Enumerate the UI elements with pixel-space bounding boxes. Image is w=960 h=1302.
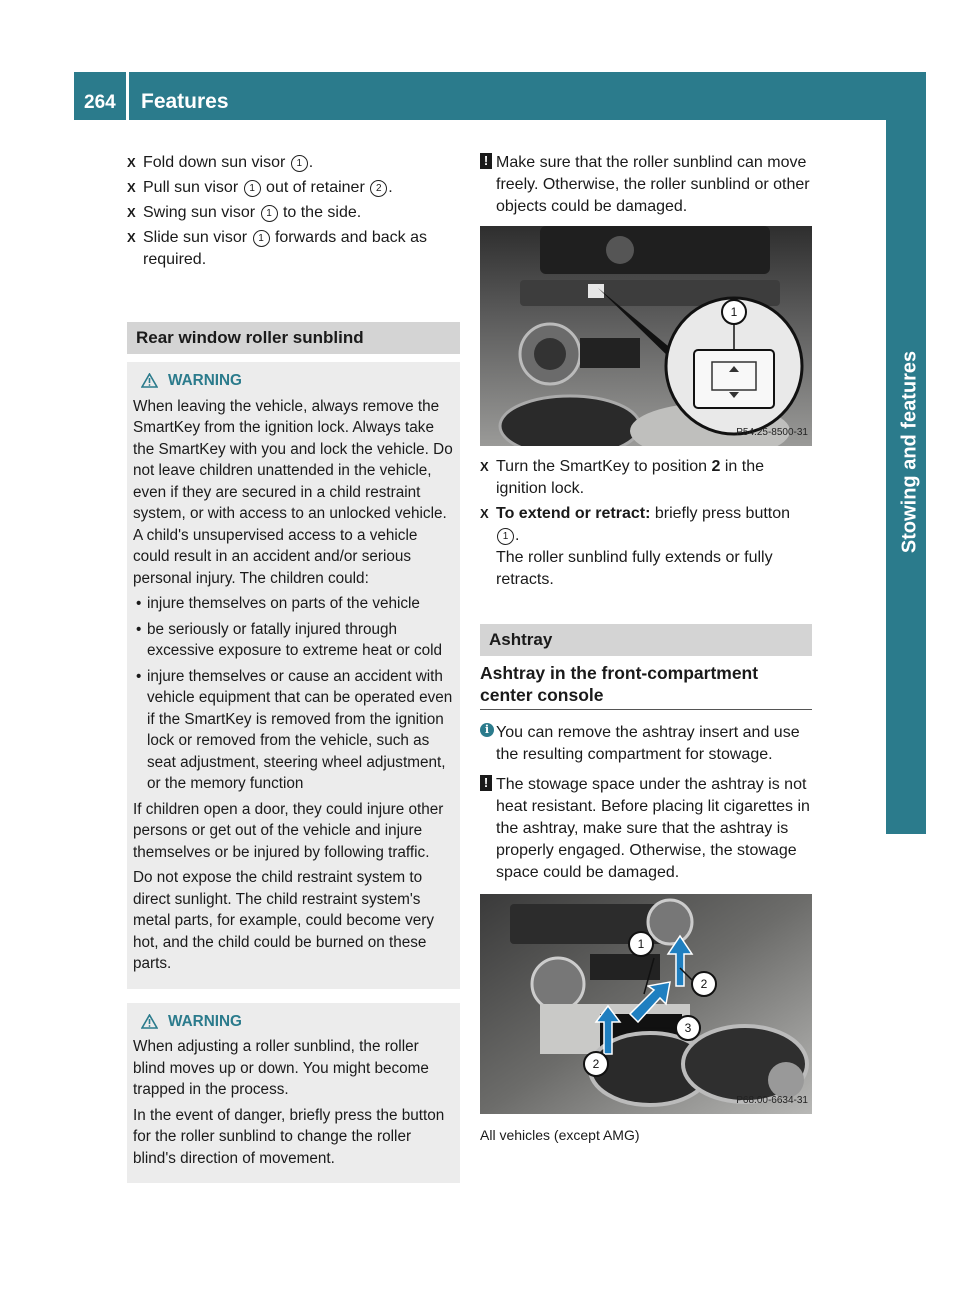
bullet-icon: • bbox=[136, 667, 142, 685]
step-arrow-icon: X bbox=[127, 180, 136, 195]
bullet-icon: • bbox=[136, 620, 142, 638]
list-item: • injure themselves or cause an accident with vehicle equipment that can be operated even if the SmartKey is removed from the ignition lock or removed from the vehicle, such as seat adjustment, steering wheel adjustment, or the memory function bbox=[136, 667, 453, 792]
step-arrow-icon: X bbox=[127, 230, 136, 245]
step-slide-visor: X Slide sun visor 1 forwards and back as required. bbox=[127, 229, 428, 268]
right-column bbox=[480, 152, 812, 1146]
section-heading-ashtray: Ashtray bbox=[480, 624, 812, 656]
subheading-ashtray-center-console: Ashtray in the front-compartment center console bbox=[480, 662, 812, 710]
section-heading-roller-sunblind: Rear window roller sunblind bbox=[127, 322, 460, 354]
bullet-icon: • bbox=[136, 595, 142, 612]
step-extend-retract: X To extend or retract: briefly press button 1 . The roller sunblind fully extends or fully retracts. bbox=[480, 505, 791, 588]
step-turn-smartkey: X Turn the SmartKey to position 2 in the ignition lock. bbox=[480, 458, 765, 497]
warning-title: WARNING bbox=[141, 1011, 454, 1033]
warning-box-trapped bbox=[127, 1003, 460, 1184]
info-ashtray-insert: i You can remove the ashtray insert and use the resulting compartment for stowage. bbox=[480, 722, 812, 766]
callout-1: 1 bbox=[291, 155, 308, 172]
console-illustration bbox=[480, 226, 812, 446]
callout-1: 1 bbox=[261, 205, 278, 222]
step-swing-visor: X Swing sun visor 1 to the side. bbox=[127, 202, 460, 224]
note-not-heat-resistant: ! The stowage space under the ashtray is not heat resistant. Before placing lit cigarettes in the ashtray, make sure that the ashtray is properly engaged. Otherwise, the stowage space could be damaged. bbox=[480, 774, 812, 884]
left-column bbox=[127, 152, 460, 1183]
callout-2: 2 bbox=[592, 1057, 600, 1071]
figure-code: P68.00-6634-31 bbox=[736, 1095, 808, 1106]
warning-text: Do not expose the child restraint system to direct sunlight. The child restraint system's metal parts, for example, could become very hot, and the child could be burned on these parts. bbox=[133, 869, 434, 972]
warning-text: When adjusting a roller sunblind, the roller blind moves up or down. You might become trapped in the process. bbox=[133, 1038, 429, 1098]
warning-text: In the event of danger, briefly press the button for the roller sunblind to change the roller blind's direction of movement. bbox=[133, 1106, 445, 1167]
callout-1: 1 bbox=[730, 305, 738, 319]
step-arrow-icon: X bbox=[127, 155, 136, 170]
step-arrow-icon: X bbox=[127, 205, 136, 220]
warning-text: When leaving the vehicle, always remove the SmartKey from the ignition lock. Always take the SmartKey with you and lock the vehicle. Do not leave children unattended in the vehicle, even if they are secured in a child restraint system, or with access to an unlocked vehicle. A child's unsupervised access to a vehicle could result in an accident and/or serious personal injury. The children could: bbox=[133, 397, 453, 587]
figure-code: P54.25-8500-31 bbox=[736, 427, 808, 438]
ashtray-illustration bbox=[480, 894, 812, 1114]
note-roller-free: ! Make sure that the roller sunblind can move freely. Otherwise, the roller sunblind or other objects could be damaged. bbox=[480, 152, 812, 218]
step-pull-visor: X Pull sun visor 1 out of retainer 2 . bbox=[127, 177, 460, 199]
page-title: Features bbox=[141, 90, 229, 113]
list-item: • injure themselves on parts of the vehicle bbox=[133, 593, 454, 615]
callout-1: 1 bbox=[253, 230, 270, 247]
warning-triangle-icon bbox=[141, 373, 158, 388]
header-divider bbox=[126, 72, 129, 120]
callout-3: 3 bbox=[684, 1021, 692, 1035]
figure-caption: All vehicles (except AMG) bbox=[480, 1127, 640, 1143]
step-arrow-icon: X bbox=[480, 459, 489, 474]
list-item: • be seriously or fatally injured through excessive exposure to extreme heat or cold bbox=[136, 620, 443, 659]
callout-1: 1 bbox=[244, 180, 261, 197]
callout-2: 2 bbox=[370, 180, 387, 197]
photo-roller-button bbox=[480, 226, 812, 446]
exclamation-icon: ! bbox=[480, 775, 492, 791]
warning-box-children bbox=[127, 362, 460, 989]
page-number: 264 bbox=[84, 92, 116, 113]
warning-triangle-icon bbox=[141, 1014, 158, 1029]
callout-1: 1 bbox=[497, 528, 514, 545]
warning-text: If children open a door, they could injure other persons or get out of the vehicle and injure themselves or be injured by following traffic. bbox=[133, 800, 444, 861]
info-icon: i bbox=[480, 723, 494, 737]
photo-ashtray bbox=[480, 894, 812, 1114]
exclamation-icon: ! bbox=[480, 153, 492, 169]
step-arrow-icon: X bbox=[480, 506, 489, 521]
callout-2: 2 bbox=[700, 977, 708, 991]
step-fold-visor: X Fold down sun visor 1 . bbox=[127, 152, 460, 174]
chapter-tab-label: Stowing and features bbox=[898, 350, 921, 554]
callout-1: 1 bbox=[637, 937, 645, 951]
warning-title: WARNING bbox=[141, 370, 454, 392]
